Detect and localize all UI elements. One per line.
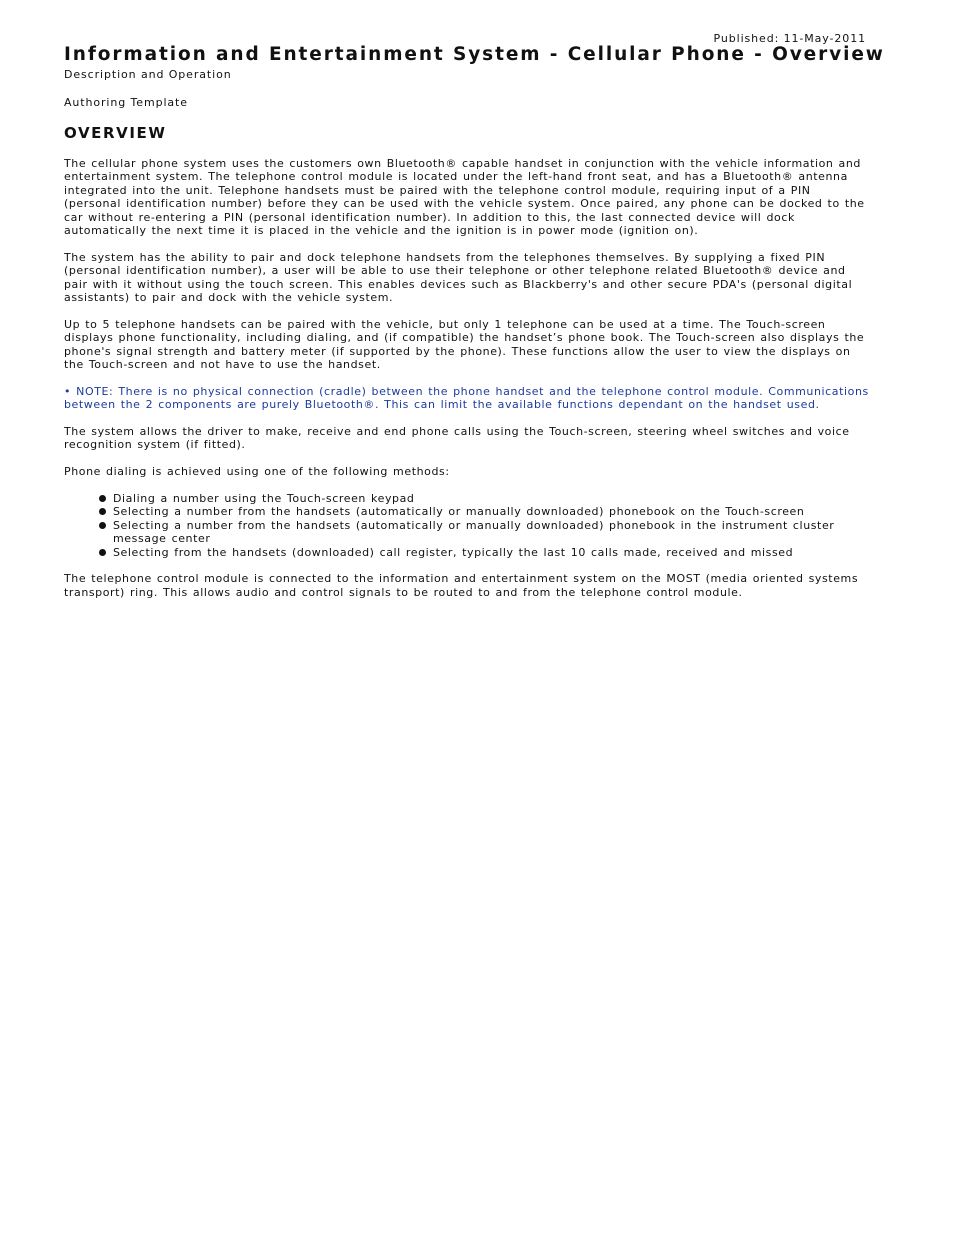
note-paragraph: • NOTE: There is no physical connection (cradle) between the phone handset and the telephone control module. Communications between the 2 components are purely Bluetooth®. This can limit the available functions dependant on the handset used.	[64, 384, 869, 412]
list-item	[86, 546, 869, 559]
list-item-text: Selecting a number from the handsets (automatically or manually downloaded) phonebook in the instrument cluster message center	[113, 518, 835, 546]
section-heading: OVERVIEW	[64, 124, 167, 142]
bullet-icon	[99, 508, 106, 515]
body-text	[64, 157, 869, 613]
methods-intro: Phone dialing is achieved using one of the following methods:	[64, 465, 450, 479]
paragraph: Up to 5 telephone handsets can be paired with the vehicle, but only 1 telephone can be used at a time. The Touch-screen displays phone functionality, including dialing, and (if compatible) the handset’s phone book. The Touch-screen also displays the phone's signal strength and battery meter (if supported by the phone). These functions allow the user to view the displays on the Touch-screen and not have to use the handset.	[64, 317, 865, 372]
list-item-text: Selecting from the handsets (downloaded) call register, typically the last 10 calls made, received and missed	[113, 545, 794, 559]
list-item	[86, 505, 869, 518]
bullet-icon	[99, 522, 106, 529]
closing-paragraph: The telephone control module is connected to the information and entertainment system on the MOST (media oriented systems transport) ring. This allows audio and control signals to be routed to and from the telephone control module.	[64, 572, 859, 599]
list-item-text: Selecting a number from the handsets (automatically or manually downloaded) phonebook on the Touch-screen	[113, 505, 805, 519]
paragraph: The system allows the driver to make, receive and end phone calls using the Touch-screen, steering wheel switches and voice recognition system (if fitted).	[64, 425, 850, 452]
paragraph: The cellular phone system uses the customers own Bluetooth® capable handset in conjunction with the vehicle information and entertainment system. The telephone control module is located under the left-hand front seat, and has a Bluetooth® antenna integrated into the unit. Telephone handsets must be paired with the telephone control module, requiring input of a PIN (personal identification number) before they can be used with the vehicle system. Once paired, any phone can be docked to the car without re-entering a PIN (personal identification number). In addition to this, the last connected device will dock automatically the next time it is placed in the vehicle and the ignition is in power mode (ignition on).	[64, 157, 865, 238]
methods-list	[64, 492, 869, 559]
list-item	[86, 519, 869, 546]
paragraph: The system has the ability to pair and dock telephone handsets from the telephones themselves. By supplying a fixed PIN (personal identification number), a user will be able to use their telephone or other telephone related Bluetooth® device and pair with it without using the touch screen. This enables devices such as Blackberry's and other secure PDA's (personal digital assistants) to pair and dock with the vehicle system.	[64, 250, 853, 305]
published-date: Published: 11-May-2011	[713, 32, 866, 45]
authoring-template: Authoring Template	[64, 96, 188, 109]
page-subtitle: Description and Operation	[64, 68, 232, 81]
page-title: Information and Entertainment System - Cellular Phone - Overview	[64, 44, 885, 65]
list-item-text: Dialing a number using the Touch-screen keypad	[113, 492, 415, 506]
list-item	[86, 492, 869, 505]
bullet-icon	[99, 549, 106, 556]
bullet-icon	[99, 495, 106, 502]
